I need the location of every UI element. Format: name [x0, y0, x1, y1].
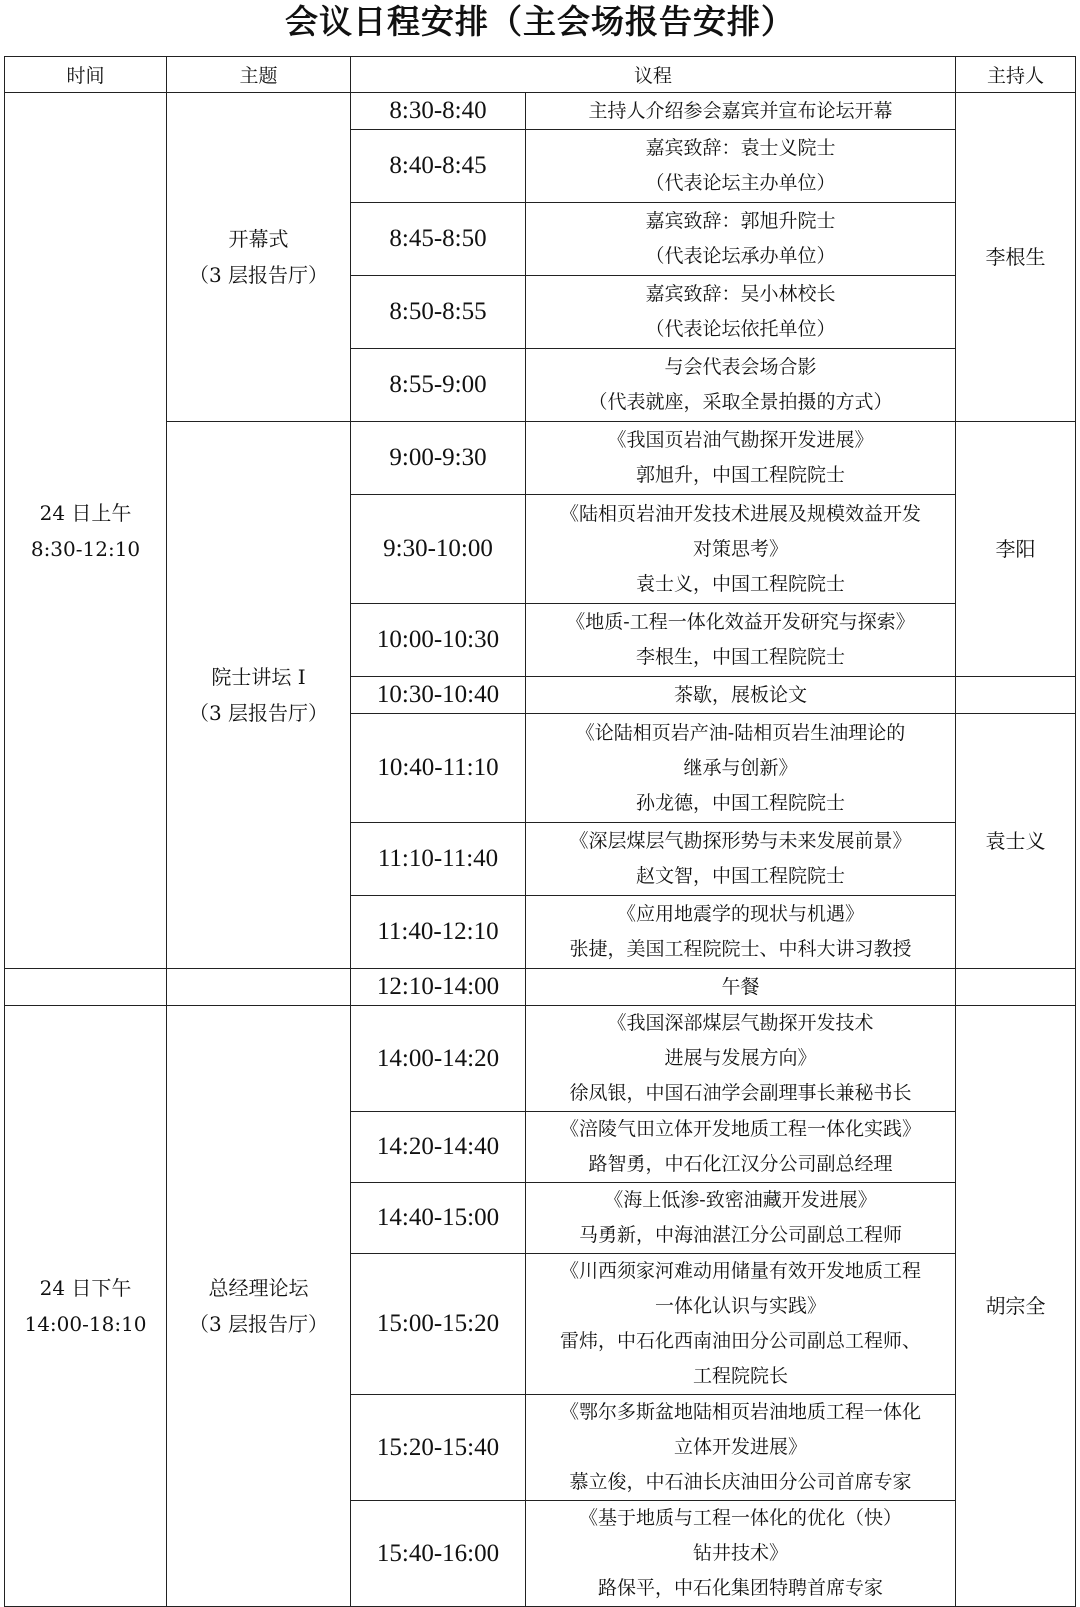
time-slot: 8:40-8:45	[351, 130, 526, 203]
schedule-table	[4, 56, 1076, 1607]
time-slot: 12:10-14:00	[351, 969, 526, 1006]
cell-line: 主持人介绍参会嘉宾并宣布论坛开幕	[588, 99, 893, 122]
agenda-item	[526, 422, 956, 495]
cell-line: 午餐	[721, 975, 760, 998]
theme-cell	[167, 422, 351, 969]
cell-line: 14:00-18:10	[24, 1312, 147, 1336]
agenda-item	[526, 93, 956, 130]
agenda-item	[526, 203, 956, 276]
header-row	[5, 57, 1076, 93]
time-slot: 9:30-10:00	[351, 495, 526, 604]
header-theme: 主题	[167, 57, 351, 93]
agenda-item	[526, 1254, 956, 1395]
time-slot: 10:30-10:40	[351, 677, 526, 714]
cell-line: 徐凤银，中国石油学会副理事长兼秘书长	[569, 1082, 912, 1104]
cell-line: 李根生，中国工程院院士	[636, 646, 846, 668]
cell-line: 《涪陵气田立体开发地质工程一体化实践》	[560, 1118, 922, 1140]
time-slot: 14:40-15:00	[351, 1183, 526, 1254]
cell-line: 进展与发展方向》	[664, 1047, 817, 1069]
host-cell: 李阳	[956, 422, 1076, 677]
agenda-item	[526, 276, 956, 349]
cell-line: 雷炜，中石化西南油田分公司副总工程师、	[560, 1330, 922, 1352]
time-slot: 14:00-14:20	[351, 1006, 526, 1112]
cell-line: 《陆相页岩油开发技术进展及规模效益开发	[560, 502, 922, 525]
cell-line: （3 层报告厅）	[188, 1312, 329, 1336]
cell-line: 24 日上午	[39, 500, 132, 525]
time-slot: 11:10-11:40	[351, 823, 526, 896]
agenda-item	[526, 1183, 956, 1254]
cell-line: 路智勇，中石化江汉分公司副总经理	[588, 1153, 893, 1175]
agenda-item	[526, 1501, 956, 1607]
agenda-item	[526, 896, 956, 969]
cell-line: （3 层报告厅）	[188, 701, 329, 725]
agenda-item	[526, 130, 956, 203]
cell-line: 8:30-12:10	[30, 536, 141, 561]
cell-line: 嘉宾致辞：郭旭升院士	[645, 210, 836, 232]
cell-line: 继承与创新》	[683, 756, 798, 779]
time-slot: 8:55-9:00	[351, 349, 526, 422]
agenda-item	[526, 1006, 956, 1112]
time-slot: 8:50-8:55	[351, 276, 526, 349]
cell-line: 24 日下午	[39, 1276, 132, 1300]
cell-line: （代表就座，采取全景拍摄的方式）	[588, 391, 893, 413]
session-cell	[5, 1006, 167, 1607]
agenda-item	[526, 1395, 956, 1501]
cell-line: 赵文智，中国工程院院士	[636, 865, 846, 887]
time-slot: 15:20-15:40	[351, 1395, 526, 1501]
cell-line: 郭旭升，中国工程院院士	[636, 464, 846, 486]
cell-line: 钻井技术》	[693, 1542, 789, 1564]
cell-line: 茶歇，展板论文	[674, 683, 808, 706]
time-slot: 15:00-15:20	[351, 1254, 526, 1395]
cell-line: 工程院院长	[693, 1365, 789, 1387]
time-slot: 14:20-14:40	[351, 1112, 526, 1183]
host-cell	[956, 677, 1076, 714]
cell-line: 总经理论坛	[208, 1276, 309, 1300]
agenda-item	[526, 495, 956, 604]
cell-line: （代表论坛主办单位）	[645, 172, 836, 194]
host-cell: 胡宗全	[956, 1006, 1076, 1607]
cell-line: 路保平，中石化集团特聘首席专家	[598, 1577, 884, 1599]
cell-line: 立体开发进展》	[674, 1436, 808, 1458]
theme-cell	[167, 969, 351, 1006]
time-slot: 9:00-9:30	[351, 422, 526, 495]
cell-line: 《我国深部煤层气勘探开发技术	[607, 1012, 874, 1034]
cell-line: 一体化认识与实践》	[655, 1295, 827, 1317]
cell-line: 《应用地震学的现状与机遇》	[617, 903, 865, 925]
cell-line: 马勇新，中海油湛江分公司副总工程师	[579, 1224, 903, 1246]
cell-line: （代表论坛依托单位）	[645, 318, 836, 340]
theme-cell	[167, 93, 351, 422]
agenda-item	[526, 714, 956, 823]
header-time: 时间	[5, 57, 167, 93]
session-cell	[5, 93, 167, 969]
schedule-row	[5, 93, 1076, 130]
header-host: 主持人	[956, 57, 1076, 93]
agenda-item	[526, 969, 956, 1006]
cell-line: 与会代表会场合影	[664, 356, 817, 378]
cell-line: 袁士义，中国工程院院士	[636, 572, 846, 595]
cell-line: 《基于地质与工程一体化的优化（快）	[579, 1507, 903, 1529]
cell-line: 慕立俊，中石油长庆油田分公司首席专家	[569, 1471, 912, 1493]
time-slot: 11:40-12:10	[351, 896, 526, 969]
schedule-row	[5, 1006, 1076, 1112]
cell-line: 《海上低渗-致密油藏开发进展》	[604, 1189, 877, 1211]
header-agenda: 议程	[351, 57, 956, 93]
host-cell	[956, 969, 1076, 1006]
cell-line: 《论陆相页岩产油-陆相页岩生油理论的	[575, 721, 906, 744]
cell-line: 张捷，美国工程院院士、中科大讲习教授	[569, 938, 912, 960]
cell-line: 对策思考》	[693, 537, 789, 560]
cell-line: 《鄂尔多斯盆地陆相页岩油地质工程一体化	[560, 1401, 922, 1423]
cell-line: （代表论坛承办单位）	[645, 245, 836, 267]
cell-line: 《地质-工程一体化效益开发研究与探索》	[566, 611, 915, 633]
cell-line: （3 层报告厅）	[188, 263, 329, 287]
time-slot: 10:00-10:30	[351, 604, 526, 677]
session-cell	[5, 969, 167, 1006]
cell-line: 开幕式	[228, 227, 289, 251]
agenda-item	[526, 349, 956, 422]
agenda-item	[526, 823, 956, 896]
theme-cell	[167, 1006, 351, 1607]
cell-line: 《川西须家河难动用储量有效开发地质工程	[560, 1260, 922, 1282]
agenda-item	[526, 1112, 956, 1183]
time-slot: 10:40-11:10	[351, 714, 526, 823]
host-cell: 李根生	[956, 93, 1076, 422]
cell-line: 《深层煤层气勘探形势与未来发展前景》	[569, 830, 912, 852]
cell-line: 嘉宾致辞：袁士义院士	[645, 137, 836, 159]
cell-line: 嘉宾致辞：吴小林校长	[645, 283, 836, 305]
time-slot: 8:45-8:50	[351, 203, 526, 276]
cell-line: 院士讲坛 I	[211, 665, 306, 689]
cell-line: 孙龙德，中国工程院院士	[636, 791, 846, 814]
agenda-item	[526, 677, 956, 714]
time-slot: 8:30-8:40	[351, 93, 526, 130]
cell-line: 《我国页岩油气勘探开发进展》	[607, 429, 874, 451]
schedule-row	[5, 969, 1076, 1006]
page-title: 会议日程安排（主会场报告安排）	[285, 2, 795, 41]
host-cell: 袁士义	[956, 714, 1076, 969]
time-slot: 15:40-16:00	[351, 1501, 526, 1607]
agenda-item	[526, 604, 956, 677]
